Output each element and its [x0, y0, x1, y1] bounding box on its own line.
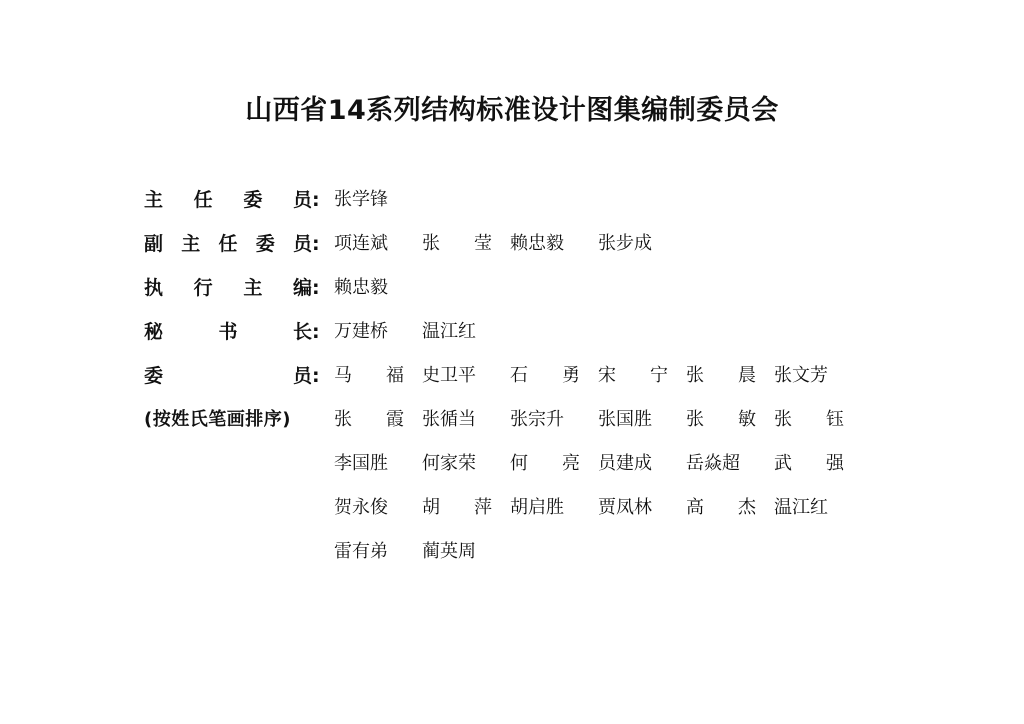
person-name: 胡启胜	[510, 497, 564, 518]
role-label-chars: 主 任 委 员	[144, 189, 312, 211]
page-title: 山西省14系列结构标准设计图集编制委员会	[245, 95, 779, 126]
person-name: 雷有弟	[334, 541, 388, 562]
committee-roster	[144, 182, 904, 578]
names-list	[334, 358, 874, 578]
person-name: 赖忠毅	[334, 277, 388, 298]
person-name: 张 霞	[334, 409, 404, 430]
role-label-chars: 执 行 主 编	[144, 277, 312, 299]
person-name: 张 晨	[686, 365, 756, 386]
person-name: 万建桥	[334, 321, 388, 342]
person-name: 蔺英周	[422, 541, 476, 562]
names-list	[334, 270, 874, 314]
names-list	[334, 182, 874, 226]
person-name: 张宗升	[510, 409, 564, 430]
person-name: 张循当	[422, 409, 476, 430]
role-label: 执 行 主 编 :	[144, 270, 334, 314]
person-name: 张步成	[598, 233, 652, 254]
person-name: 史卫平	[422, 365, 476, 386]
person-name: 岳焱超	[686, 453, 740, 474]
role-row-executive-editor	[144, 270, 904, 314]
person-name: 张国胜	[598, 409, 652, 430]
person-name: 张 钰	[774, 409, 844, 430]
role-label-chars: 秘 书 长	[144, 321, 312, 343]
person-name: 高 杰	[686, 497, 756, 518]
role-label: 副 主 任 委 员 :	[144, 226, 334, 270]
person-name: 武 强	[774, 453, 844, 474]
role-label: 主 任 委 员 :	[144, 182, 334, 226]
person-name: 贺永俊	[334, 497, 388, 518]
names-list	[334, 314, 874, 358]
person-name: 何家荣	[422, 453, 476, 474]
person-name: 李国胜	[334, 453, 388, 474]
person-name: 张学锋	[334, 189, 388, 210]
person-name: 温江红	[422, 321, 476, 342]
person-name: 张文芳	[774, 365, 828, 386]
person-name: 张 莹	[422, 233, 492, 254]
person-name: 温江红	[774, 497, 828, 518]
person-name: 员建成	[598, 453, 652, 474]
role-row-secretary-general	[144, 314, 904, 358]
names-list	[334, 226, 874, 270]
role-label-chars: 副 主 任 委 员	[144, 233, 312, 255]
role-row-director	[144, 182, 904, 226]
person-name: 贾凤林	[598, 497, 652, 518]
role-label: 委 员 : (按姓氏笔画排序)	[144, 358, 334, 446]
sort-note: (按姓氏笔画排序)	[144, 409, 291, 430]
person-name: 何 亮	[510, 453, 580, 474]
role-label-chars: 委 员	[144, 365, 312, 387]
person-name: 张 敏	[686, 409, 756, 430]
person-name: 马 福	[334, 365, 404, 386]
person-name: 胡 萍	[422, 497, 492, 518]
role-row-deputy-director	[144, 226, 904, 270]
person-name: 石 勇	[510, 365, 580, 386]
person-name: 宋 宁	[598, 365, 668, 386]
role-label: 秘 书 长 :	[144, 314, 334, 358]
person-name: 项连斌	[334, 233, 388, 254]
person-name: 赖忠毅	[510, 233, 564, 254]
role-row-members	[144, 358, 904, 578]
